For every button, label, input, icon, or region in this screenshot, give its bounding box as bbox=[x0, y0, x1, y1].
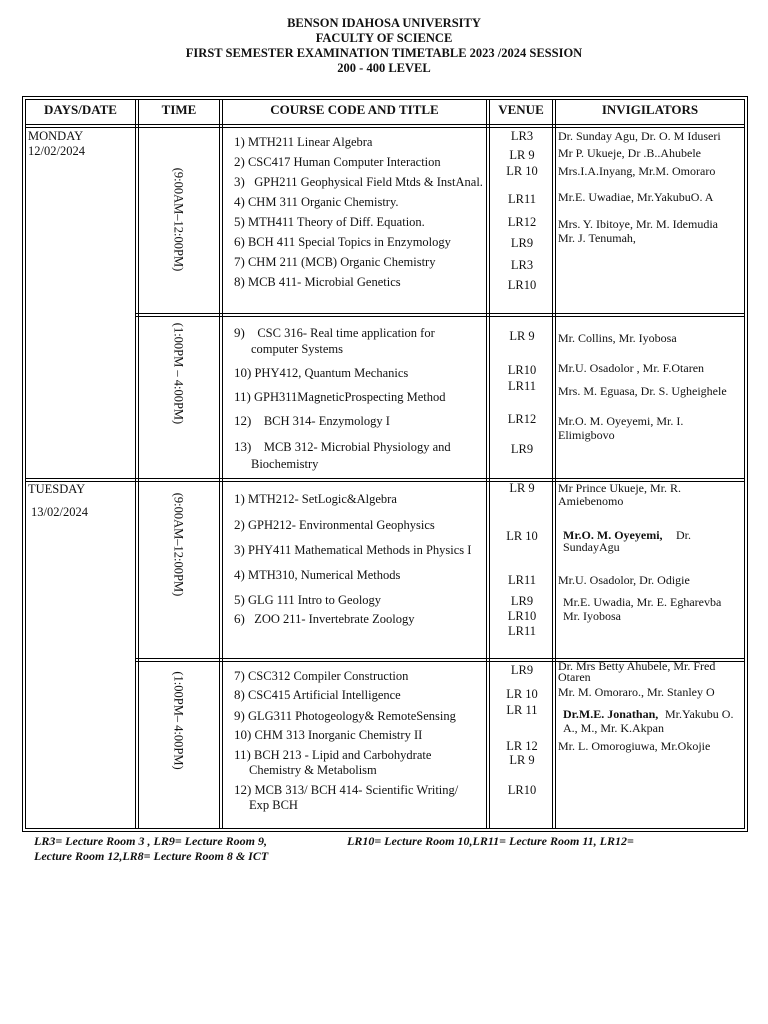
invigilator-line: Mr.E. Uwadia, Mr. E. Egharevba bbox=[563, 595, 722, 609]
invigilator-line: Mr. L. Omorogiuwa, Mr.Okojie bbox=[558, 739, 711, 753]
column-header-course: COURSE CODE AND TITLE bbox=[270, 102, 439, 117]
column-divider bbox=[489, 99, 490, 829]
course-item: 12) MCB 313/ BCH 414- Scientific Writing/ bbox=[234, 782, 459, 797]
invigilator-line: Dr. Mrs Betty Ahubele, Mr. Fred bbox=[558, 659, 716, 673]
course-item: 5) MTH411 Theory of Diff. Equation. bbox=[234, 214, 425, 229]
legend-line: Lecture Room 12,LR8= Lecture Room 8 & ICT bbox=[34, 849, 269, 863]
invigilator-line: Mr. Collins, Mr. Iyobosa bbox=[558, 331, 677, 345]
venue-cell: LR10 bbox=[507, 783, 537, 797]
header-divider bbox=[25, 127, 745, 128]
invigilator-line: Mr Prince Ukueje, Mr. R. bbox=[558, 481, 681, 495]
invigilator-line: Mr.O. M. Oyeyemi, bbox=[563, 528, 663, 542]
column-header-days: DAYS/DATE bbox=[44, 102, 117, 117]
invigilator-line: Dr.M.E. Jonathan, bbox=[563, 707, 659, 721]
invigilator-line: Dr. bbox=[676, 528, 691, 542]
course-item-continued: Chemistry & Metabolism bbox=[249, 763, 377, 777]
session-divider bbox=[135, 313, 745, 314]
venue-cell: LR9 bbox=[510, 442, 534, 456]
invigilator-line: Mr. M. Omoraro., Mr. Stanley O bbox=[558, 685, 715, 699]
invigilator-line: Mr.U. Osadolor, Dr. Odigie bbox=[558, 573, 690, 587]
course-item: 9) GLG311 Photogeology& RemoteSensing bbox=[234, 708, 456, 723]
day-name: TUESDAY bbox=[28, 482, 86, 496]
course-item: 7) CSC312 Compiler Construction bbox=[234, 668, 409, 683]
venue-cell: LR 9 bbox=[509, 481, 535, 495]
invigilator-line: Mrs.I.A.Inyang, Mr.M. Omoraro bbox=[558, 164, 716, 178]
session-time: (9:00AM–12:00PM) bbox=[171, 492, 186, 597]
invigilator-line: Mr.O. M. Oyeyemi, Mr. I. bbox=[558, 414, 684, 428]
venue-cell: LR10 bbox=[507, 278, 537, 292]
column-header-invigilators: INVIGILATORS bbox=[601, 102, 699, 117]
course-item: 9) CSC 316- Real time application for bbox=[234, 325, 435, 340]
course-item: 1) MTH212- SetLogic&Algebra bbox=[234, 491, 397, 506]
column-divider bbox=[138, 99, 139, 829]
day-date: 12/02/2024 bbox=[28, 144, 85, 158]
level-range: 200 - 400 LEVEL bbox=[337, 61, 431, 75]
invigilator-line: Mrs. Y. Ibitoye, Mr. M. Idemudia bbox=[558, 217, 718, 231]
course-item: 2) CSC417 Human Computer Interaction bbox=[234, 154, 441, 169]
column-divider bbox=[552, 99, 553, 829]
course-item: 7) CHM 211 (MCB) Organic Chemistry bbox=[234, 254, 436, 269]
course-item-continued: Exp BCH bbox=[249, 798, 298, 812]
course-item: 6) BCH 411 Special Topics in Enzymology bbox=[234, 234, 451, 249]
invigilator-line: Mr.Yakubu O. bbox=[665, 707, 734, 721]
day-date: 13/02/2024 bbox=[31, 505, 88, 519]
venue-cell: LR10 bbox=[507, 609, 537, 623]
document-header bbox=[0, 16, 768, 76]
column-divider bbox=[555, 99, 556, 829]
venue-cell: LR 11 bbox=[506, 703, 538, 717]
venue-cell: LR 10 bbox=[506, 687, 538, 701]
invigilator-line: Mr. J. Tenumah, bbox=[558, 231, 636, 245]
course-item-continued: computer Systems bbox=[251, 342, 344, 356]
course-item: 2) GPH212- Environmental Geophysics bbox=[234, 517, 435, 532]
invigilator-line: Mr.E. Uwadiae, Mr.YakubuO. A bbox=[558, 190, 714, 204]
invigilator-line: Amiebenomo bbox=[558, 494, 624, 508]
course-item: 11) GPH311MagneticProspecting Method bbox=[234, 389, 446, 404]
venue-cell: LR12 bbox=[507, 215, 537, 229]
column-header-time: TIME bbox=[161, 102, 197, 117]
course-item: 3) PHY411 Mathematical Methods in Physics I bbox=[234, 542, 472, 557]
venue-cell: LR11 bbox=[507, 573, 536, 587]
invigilator-line: Otaren bbox=[558, 670, 591, 684]
day-divider bbox=[25, 478, 745, 479]
course-item: 8) MCB 411- Microbial Genetics bbox=[234, 274, 401, 289]
venue-cell: LR9 bbox=[510, 594, 534, 608]
invigilator-line: A., M., Mr. K.Akpan bbox=[563, 721, 664, 735]
venue-cell: LR 10 bbox=[506, 164, 538, 178]
venue-cell: LR11 bbox=[507, 192, 536, 206]
course-item: 3) GPH211 Geophysical Field Mtds & InstAnal. bbox=[234, 174, 483, 189]
column-divider bbox=[219, 99, 220, 829]
session-divider bbox=[135, 316, 745, 317]
course-item: 4) CHM 311 Organic Chemistry. bbox=[234, 194, 399, 209]
venue-legend bbox=[34, 834, 634, 864]
column-divider bbox=[486, 99, 487, 829]
legend-line: LR3= Lecture Room 3 , LR9= Lecture Room 9, bbox=[34, 834, 267, 848]
faculty-name: FACULTY OF SCIENCE bbox=[315, 31, 453, 45]
session-time: (1:00PM – 4:00PM) bbox=[171, 322, 186, 425]
invigilator-line: SundayAgu bbox=[563, 540, 620, 554]
day-name: MONDAY bbox=[28, 129, 84, 143]
timetable-title: FIRST SEMESTER EXAMINATION TIMETABLE 2023 /2024 SESSION bbox=[185, 46, 583, 60]
venue-cell: LR 10 bbox=[506, 529, 538, 543]
course-item: 5) GLG 111 Intro to Geology bbox=[234, 592, 382, 607]
course-item-continued: Biochemistry bbox=[251, 457, 319, 471]
university-name: BENSON IDAHOSA UNIVERSITY bbox=[287, 16, 481, 30]
day-cell-tuesday bbox=[28, 482, 88, 520]
invigilator-line: Mrs. M. Eguasa, Dr. S. Ugheighele bbox=[558, 384, 727, 398]
day-cell-monday bbox=[28, 129, 85, 159]
column-divider bbox=[135, 99, 136, 829]
course-item: 1) MTH211 Linear Algebra bbox=[234, 134, 373, 149]
invigilator-line: Mr P. Ukueje, Dr .B..Ahubele bbox=[558, 146, 701, 160]
invigilator-line: Mr.U. Osadolor , Mr. F.Otaren bbox=[558, 361, 705, 375]
legend-line: LR10= Lecture Room 10,LR11= Lecture Room 11, LR12= bbox=[347, 834, 634, 848]
header-divider bbox=[25, 124, 745, 125]
venue-cell: LR11 bbox=[507, 624, 536, 638]
venue-cell: LR10 bbox=[507, 363, 537, 377]
venue-cell: LR 9 bbox=[509, 753, 535, 767]
venue-cell: LR 9 bbox=[509, 148, 535, 162]
venue-cell: LR 12 bbox=[506, 739, 538, 753]
venue-cell: LR9 bbox=[510, 236, 534, 250]
column-header-venue: VENUE bbox=[498, 102, 544, 117]
course-item: 13) MCB 312- Microbial Physiology and bbox=[234, 439, 451, 454]
invigilator-line: Elimigbovo bbox=[558, 428, 615, 442]
course-item: 10) PHY412, Quantum Mechanics bbox=[234, 365, 409, 380]
invigilator-line: Dr. Sunday Agu, Dr. O. M Iduseri bbox=[558, 129, 721, 143]
course-item: 8) CSC415 Artificial Intelligence bbox=[234, 687, 401, 702]
course-item: 4) MTH310, Numerical Methods bbox=[234, 567, 401, 582]
course-item: 12) BCH 314- Enzymology I bbox=[234, 413, 390, 428]
session-time: (9:00AM–12:00PM) bbox=[171, 167, 186, 272]
course-item: 11) BCH 213 - Lipid and Carbohydrate bbox=[234, 747, 432, 762]
venue-cell: LR 9 bbox=[509, 329, 535, 343]
venue-cell: LR12 bbox=[507, 412, 537, 426]
invigilator-line: Mr. Iyobosa bbox=[563, 609, 621, 623]
column-divider bbox=[222, 99, 223, 829]
venue-cell: LR3 bbox=[510, 258, 534, 272]
session-time: (1:00PM– 4:00PM) bbox=[171, 671, 186, 770]
venue-cell: LR9 bbox=[510, 663, 534, 677]
venue-cell: LR3 bbox=[510, 129, 534, 143]
course-item: 6) ZOO 211- Invertebrate Zoology bbox=[234, 611, 415, 626]
course-item: 10) CHM 313 Inorganic Chemistry II bbox=[234, 727, 423, 742]
venue-cell: LR11 bbox=[507, 379, 536, 393]
